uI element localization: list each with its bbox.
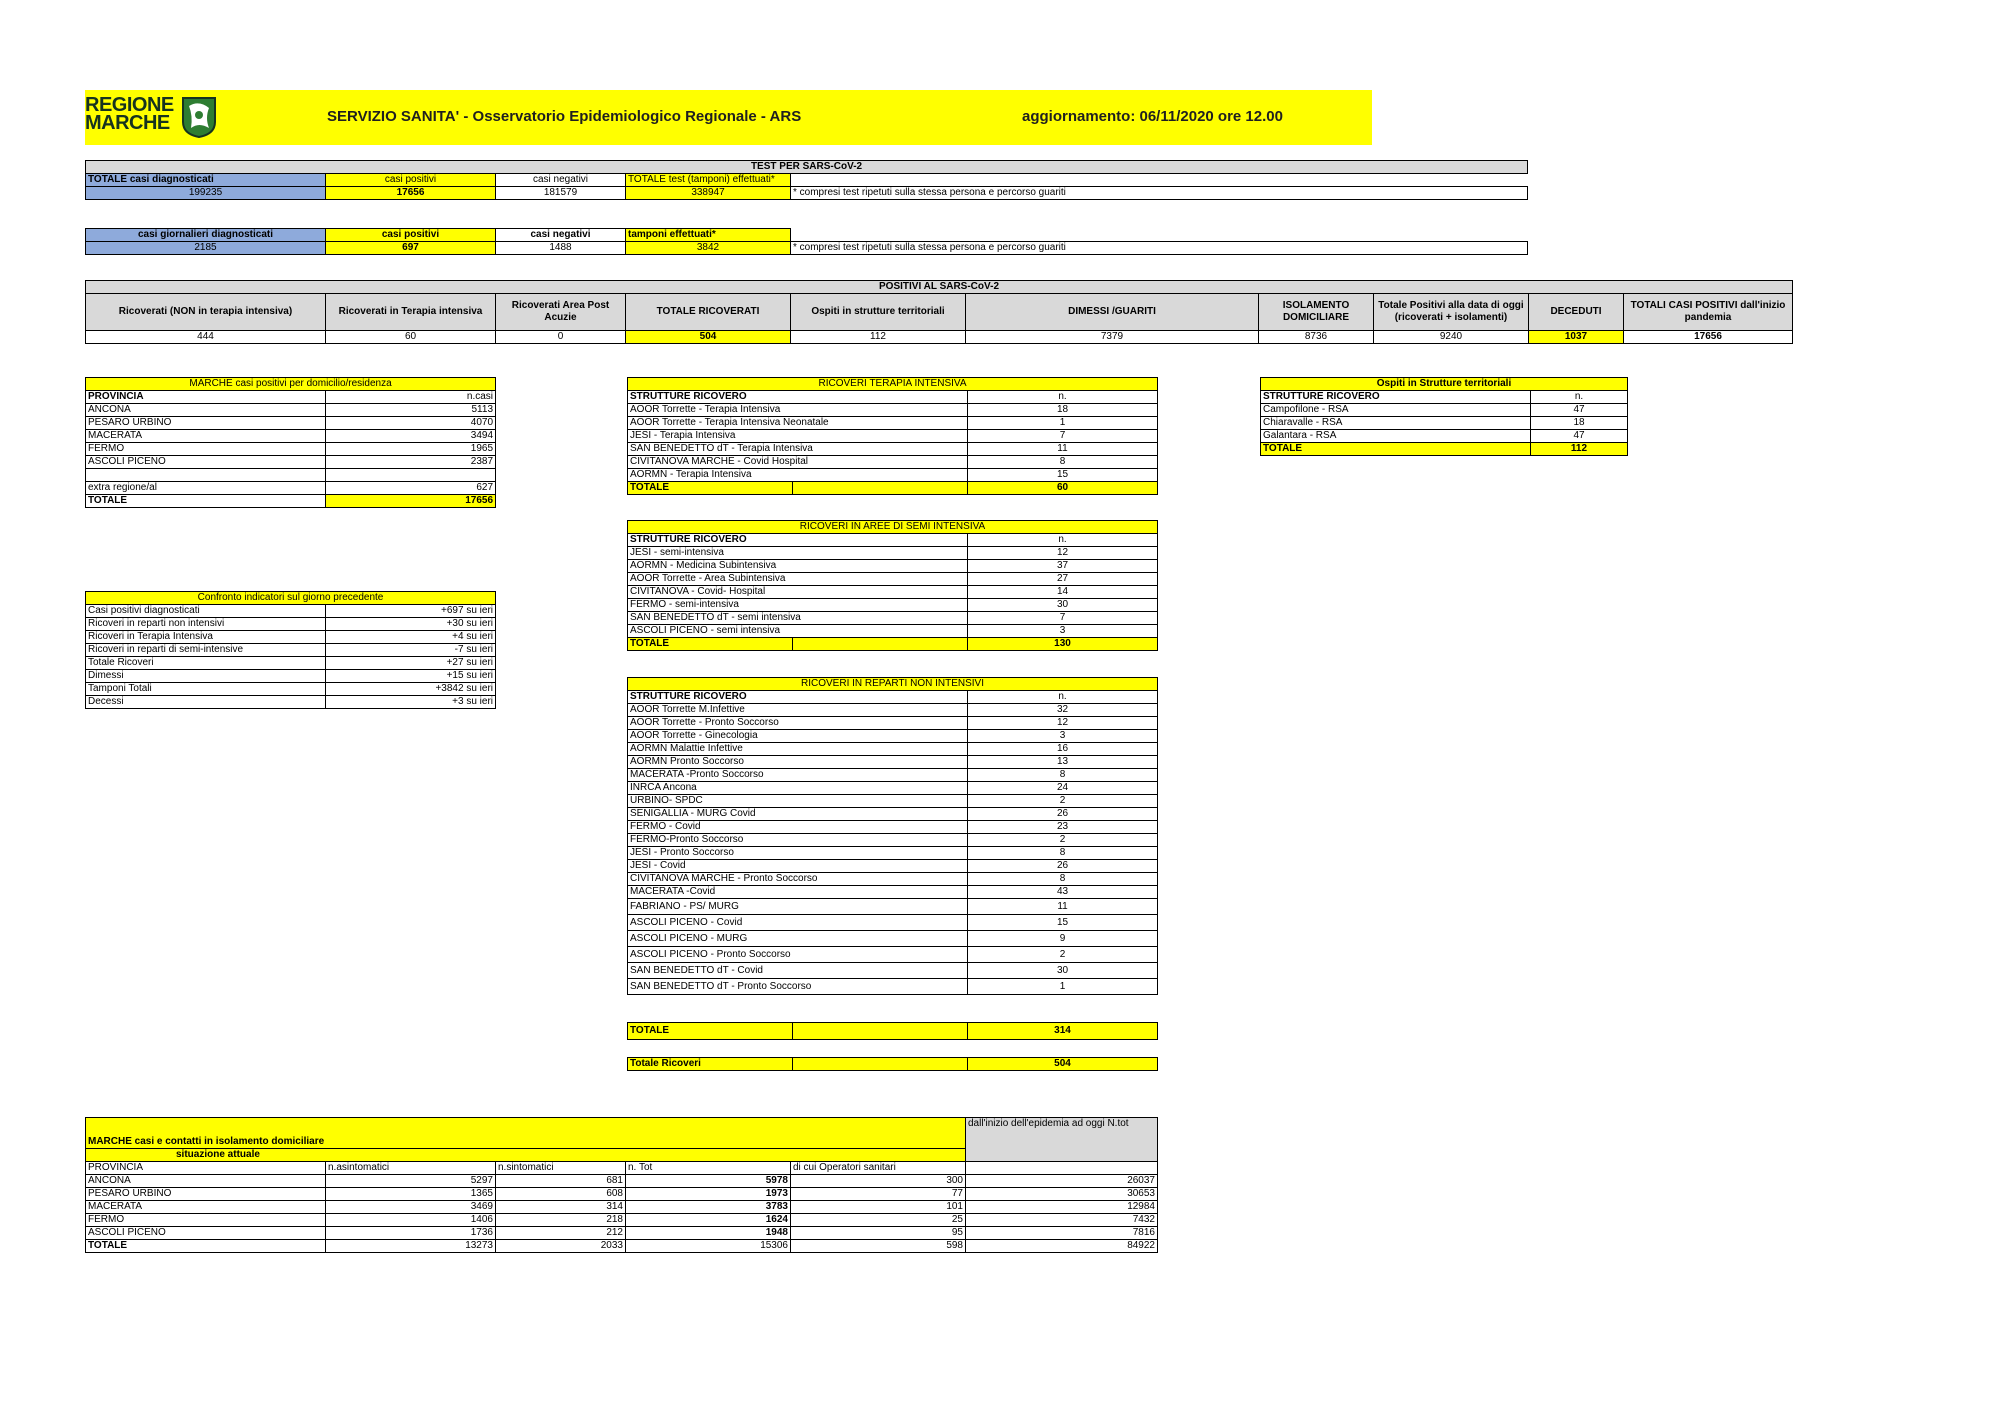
provincia-col-value: n.casi — [326, 391, 496, 404]
cell-cumulativo: 26037 — [966, 1175, 1158, 1188]
positivi-header-deceduti: DECEDUTI — [1529, 294, 1624, 331]
row-value: 18 — [968, 404, 1158, 417]
cell-sintomatici: 314 — [496, 1201, 626, 1214]
row-value: 2 — [968, 834, 1158, 847]
table-row: PESARO URBINO — [86, 417, 326, 430]
confronto-title: Confronto indicatori sul giorno precedente — [86, 592, 496, 605]
table-row: Totale Ricoveri — [86, 657, 326, 670]
row-value: 15 — [968, 915, 1158, 931]
test-totali-header-positivi: casi positivi — [326, 174, 496, 187]
test-totali-header-casi: TOTALE casi diagnosticati — [86, 174, 326, 187]
row-value: +30 su ieri — [326, 618, 496, 631]
non-intensivi-total-value: 314 — [968, 1023, 1158, 1040]
table-row: MACERATA — [86, 430, 326, 443]
ospiti-col-value: n. — [1531, 391, 1628, 404]
semi-intensiva-total-label: TOTALE — [628, 638, 793, 651]
table-row — [86, 469, 326, 482]
row-value: 30 — [968, 599, 1158, 612]
table-row: SAN BENEDETTO dT - Covid — [628, 963, 968, 979]
row-value: 30 — [968, 963, 1158, 979]
table-row: AORMN - Medicina Subintensiva — [628, 560, 968, 573]
isolamento-side-header: dall'inizio dell'epidemia ad oggi N.tot — [966, 1118, 1158, 1162]
total-sintomatici: 2033 — [496, 1240, 626, 1253]
positivi-header-post-acuzie: Ricoverati Area Post Acuzie — [496, 294, 626, 331]
row-value: 627 — [326, 482, 496, 495]
row-value: 1965 — [326, 443, 496, 456]
table-row: extra regione/al — [86, 482, 326, 495]
table-row: SAN BENEDETTO dT - Terapia Intensiva — [628, 443, 968, 456]
test-totali-title: TEST PER SARS-CoV-2 — [86, 161, 1528, 174]
table-row: Galantara - RSA — [1261, 430, 1531, 443]
row-value: 37 — [968, 560, 1158, 573]
row-value: 8 — [968, 847, 1158, 860]
row-value: 26 — [968, 860, 1158, 873]
test-totali-header-negativi: casi negativi — [496, 174, 626, 187]
table-row: Ricoveri in reparti non intensivi — [86, 618, 326, 631]
table-row: MACERATA -Pronto Soccorso — [628, 769, 968, 782]
row-value: 8 — [968, 769, 1158, 782]
positivi-value-totali-casi: 17656 — [1624, 331, 1793, 344]
terapia-intensiva-total-value: 60 — [968, 482, 1158, 495]
test-giornalieri-value-casi: 2185 — [86, 242, 326, 255]
table-row: FERMO-Pronto Soccorso — [628, 834, 968, 847]
row-value: 14 — [968, 586, 1158, 599]
confronto-table — [85, 591, 496, 709]
table-row: FABRIANO - PS/ MURG — [628, 899, 968, 915]
table-row: FERMO — [86, 1214, 326, 1227]
table-row: MACERATA — [86, 1201, 326, 1214]
test-totali-value-casi: 199235 — [86, 187, 326, 200]
regione-marche-logo — [85, 96, 174, 132]
table-row: SAN BENEDETTO dT - Pronto Soccorso — [628, 979, 968, 995]
test-giornalieri-value-tamponi: 3842 — [626, 242, 791, 255]
terapia-intensiva-table — [627, 377, 1158, 495]
cell-tot: 1624 — [626, 1214, 791, 1227]
update-timestamp: aggiornamento: 06/11/2020 ore 12.00 — [1022, 108, 1283, 125]
terapia-intensiva-col-value: n. — [968, 391, 1158, 404]
positivi-header-ospiti: Ospiti in strutture territoriali — [791, 294, 966, 331]
ospiti-total-label: TOTALE — [1261, 443, 1531, 456]
isolamento-header-tot: n. Tot — [626, 1162, 791, 1175]
row-value: 3 — [968, 730, 1158, 743]
table-row: Campofilone - RSA — [1261, 404, 1531, 417]
total-cumulativo: 84922 — [966, 1240, 1158, 1253]
row-value: 5113 — [326, 404, 496, 417]
cell-sintomatici: 608 — [496, 1188, 626, 1201]
total-operatori: 598 — [791, 1240, 966, 1253]
table-row: PESARO URBINO — [86, 1188, 326, 1201]
table-row: Decessi — [86, 696, 326, 709]
row-value: 26 — [968, 808, 1158, 821]
test-giornalieri-table — [85, 228, 1528, 255]
isolamento-header-cumulativo — [966, 1162, 1158, 1175]
semi-intensiva-col-name: STRUTTURE RICOVERO — [628, 534, 968, 547]
positivi-header-isolamento: ISOLAMENTO DOMICILIARE — [1259, 294, 1374, 331]
positivi-value-totale-ricoverati: 504 — [626, 331, 791, 344]
totale-ricoveri-table — [627, 1057, 1158, 1071]
row-value: +4 su ieri — [326, 631, 496, 644]
cell-asintomatici: 1365 — [326, 1188, 496, 1201]
table-row: SENIGALLIA - MURG Covid — [628, 808, 968, 821]
table-row: AOOR Torrette - Terapia Intensiva — [628, 404, 968, 417]
positivi-header-totale-positivi: Totale Positivi alla data di oggi (ricoverati + isolamenti) — [1374, 294, 1529, 331]
regione-marche-emblem-icon — [181, 96, 217, 138]
test-totali-table — [85, 160, 1528, 200]
row-value: -7 su ieri — [326, 644, 496, 657]
terapia-intensiva-total-label: TOTALE — [628, 482, 793, 495]
row-value: 16 — [968, 743, 1158, 756]
row-value: +697 su ieri — [326, 605, 496, 618]
row-value: 47 — [1531, 430, 1628, 443]
positivi-header-ricoverati-non-ti: Ricoverati (NON in terapia intensiva) — [86, 294, 326, 331]
test-giornalieri-header-casi: casi giornalieri diagnosticati — [86, 229, 326, 242]
table-row: AORMN Pronto Soccorso — [628, 756, 968, 769]
cell-operatori: 77 — [791, 1188, 966, 1201]
table-row: Casi positivi diagnosticati — [86, 605, 326, 618]
table-row: Ricoveri in Terapia Intensiva — [86, 631, 326, 644]
test-giornalieri-value-positivi: 697 — [326, 242, 496, 255]
table-row: CIVITANOVA MARCHE - Covid Hospital — [628, 456, 968, 469]
isolamento-total-label: TOTALE — [86, 1240, 326, 1253]
non-intensivi-col-name: STRUTTURE RICOVERO — [628, 691, 968, 704]
positivi-table — [85, 280, 1793, 344]
table-row: ASCOLI PICENO - semi intensiva — [628, 625, 968, 638]
row-value: 24 — [968, 782, 1158, 795]
isolamento-table — [85, 1117, 1158, 1253]
table-row: CIVITANOVA - Covid- Hospital — [628, 586, 968, 599]
positivi-header-totali-casi: TOTALI CASI POSITIVI dall'inizio pandemia — [1624, 294, 1793, 331]
test-giornalieri-value-negativi: 1488 — [496, 242, 626, 255]
row-value: 11 — [968, 899, 1158, 915]
totale-ricoveri-label: Totale Ricoveri — [628, 1058, 793, 1071]
table-row: CIVITANOVA MARCHE - Pronto Soccorso — [628, 873, 968, 886]
report-title: SERVIZIO SANITA' - Osservatorio Epidemiologico Regionale - ARS — [327, 108, 802, 125]
test-giornalieri-header-positivi: casi positivi — [326, 229, 496, 242]
table-row: ASCOLI PICENO — [86, 456, 326, 469]
table-row: FERMO - semi-intensiva — [628, 599, 968, 612]
row-value: 23 — [968, 821, 1158, 834]
cell-operatori: 300 — [791, 1175, 966, 1188]
row-value: 32 — [968, 704, 1158, 717]
table-row: AORMN Malattie Infettive — [628, 743, 968, 756]
isolamento-header-asintomatici: n.asintomatici — [326, 1162, 496, 1175]
row-value: +3 su ieri — [326, 696, 496, 709]
row-value: 7 — [968, 612, 1158, 625]
isolamento-header-operatori: di cui Operatori sanitari — [791, 1162, 966, 1175]
positivi-header-ricoverati-ti: Ricoverati in Terapia intensiva — [326, 294, 496, 331]
logo-line-1: REGIONE — [85, 94, 174, 116]
ospiti-title: Ospiti in Strutture territoriali — [1261, 378, 1628, 391]
row-value: 8 — [968, 873, 1158, 886]
table-row: ASCOLI PICENO - MURG — [628, 931, 968, 947]
table-row: ANCONA — [86, 1175, 326, 1188]
cell-operatori: 95 — [791, 1227, 966, 1240]
table-row: Tamponi Totali — [86, 683, 326, 696]
row-value: +27 su ieri — [326, 657, 496, 670]
table-row: AOOR Torrette - Terapia Intensiva Neonatale — [628, 417, 968, 430]
table-row: ASCOLI PICENO — [86, 1227, 326, 1240]
positivi-value-post-acuzie: 0 — [496, 331, 626, 344]
row-value: 2387 — [326, 456, 496, 469]
cell-tot: 1948 — [626, 1227, 791, 1240]
table-row: Dimessi — [86, 670, 326, 683]
table-row: AOOR Torrette - Area Subintensiva — [628, 573, 968, 586]
row-value: 1 — [968, 417, 1158, 430]
semi-intensiva-title: RICOVERI IN AREE DI SEMI INTENSIVA — [628, 521, 1158, 534]
total-asintomatici: 13273 — [326, 1240, 496, 1253]
positivi-value-ricoverati-ti: 60 — [326, 331, 496, 344]
test-totali-header-tamponi: TOTALE test (tamponi) effettuati* — [626, 174, 791, 187]
ospiti-total-value: 112 — [1531, 443, 1628, 456]
positivi-header-totale-ricoverati: TOTALE RICOVERATI — [626, 294, 791, 331]
table-row: Chiaravalle - RSA — [1261, 417, 1531, 430]
provincia-table — [85, 377, 496, 508]
table-row: INRCA Ancona — [628, 782, 968, 795]
ospiti-col-name: STRUTTURE RICOVERO — [1261, 391, 1531, 404]
provincia-total-label: TOTALE — [86, 495, 326, 508]
cell-sintomatici: 681 — [496, 1175, 626, 1188]
cell-asintomatici: 5297 — [326, 1175, 496, 1188]
table-row: JESI - Pronto Soccorso — [628, 847, 968, 860]
cell-operatori: 101 — [791, 1201, 966, 1214]
table-row: ASCOLI PICENO - Covid — [628, 915, 968, 931]
row-value: +15 su ieri — [326, 670, 496, 683]
ospiti-table — [1260, 377, 1628, 456]
isolamento-subtitle: situazione attuale — [86, 1149, 966, 1162]
row-value: 27 — [968, 573, 1158, 586]
row-value: 4070 — [326, 417, 496, 430]
cell-sintomatici: 212 — [496, 1227, 626, 1240]
table-row: JESI - semi-intensiva — [628, 547, 968, 560]
test-giornalieri-header-negativi: casi negativi — [496, 229, 626, 242]
table-row: ASCOLI PICENO - Pronto Soccorso — [628, 947, 968, 963]
isolamento-header-provincia: PROVINCIA — [86, 1162, 326, 1175]
positivi-value-totale-positivi: 9240 — [1374, 331, 1529, 344]
total-tot: 15306 — [626, 1240, 791, 1253]
terapia-intensiva-col-name: STRUTTURE RICOVERO — [628, 391, 968, 404]
test-totali-value-negativi: 181579 — [496, 187, 626, 200]
non-intensivi-col-value: n. — [968, 691, 1158, 704]
row-value: 15 — [968, 469, 1158, 482]
table-row: MACERATA -Covid — [628, 886, 968, 899]
table-row: URBINO- SPDC — [628, 795, 968, 808]
non-intensivi-title: RICOVERI IN REPARTI NON INTENSIVI — [628, 678, 1158, 691]
positivi-title: POSITIVI AL SARS-CoV-2 — [86, 281, 1793, 294]
non-intensivi-total-label: TOTALE — [628, 1023, 793, 1040]
cell-cumulativo: 7432 — [966, 1214, 1158, 1227]
provincia-total-value: 17656 — [326, 495, 496, 508]
table-row: Ricoveri in reparti di semi-intensive — [86, 644, 326, 657]
non-intensivi-total-table — [627, 1022, 1158, 1040]
row-value: 3 — [968, 625, 1158, 638]
row-value: 47 — [1531, 404, 1628, 417]
cell-tot: 1973 — [626, 1188, 791, 1201]
cell-cumulativo: 30653 — [966, 1188, 1158, 1201]
row-value: 13 — [968, 756, 1158, 769]
isolamento-header-sintomatici: n.sintomatici — [496, 1162, 626, 1175]
row-value: 18 — [1531, 417, 1628, 430]
table-row: AOOR Torrette M.Infettive — [628, 704, 968, 717]
row-value: 2 — [968, 795, 1158, 808]
provincia-title: MARCHE casi positivi per domicilio/residenza — [86, 378, 496, 391]
table-row: ANCONA — [86, 404, 326, 417]
isolamento-title: MARCHE casi e contatti in isolamento domiciliare — [86, 1118, 966, 1149]
table-row: AORMN - Terapia Intensiva — [628, 469, 968, 482]
row-value: 1 — [968, 979, 1158, 995]
row-value: 8 — [968, 456, 1158, 469]
table-row: FERMO — [86, 443, 326, 456]
row-value: 12 — [968, 717, 1158, 730]
table-row: FERMO - Covid — [628, 821, 968, 834]
semi-intensiva-col-value: n. — [968, 534, 1158, 547]
provincia-col-name: PROVINCIA — [86, 391, 326, 404]
positivi-header-dimessi: DIMESSI /GUARITI — [966, 294, 1259, 331]
cell-sintomatici: 218 — [496, 1214, 626, 1227]
logo-line-2: MARCHE — [85, 112, 170, 134]
positivi-value-ospiti: 112 — [791, 331, 966, 344]
table-row: AOOR Torrette - Ginecologia — [628, 730, 968, 743]
non-intensivi-table — [627, 677, 1158, 995]
positivi-value-dimessi: 7379 — [966, 331, 1259, 344]
semi-intensiva-table — [627, 520, 1158, 651]
cell-operatori: 25 — [791, 1214, 966, 1227]
row-value: 43 — [968, 886, 1158, 899]
cell-tot: 5978 — [626, 1175, 791, 1188]
cell-tot: 3783 — [626, 1201, 791, 1214]
row-value: 9 — [968, 931, 1158, 947]
test-totali-value-tamponi: 338947 — [626, 187, 791, 200]
positivi-value-ricoverati-non-ti: 444 — [86, 331, 326, 344]
cell-asintomatici: 1406 — [326, 1214, 496, 1227]
positivi-value-deceduti: 1037 — [1529, 331, 1624, 344]
table-row: AOOR Torrette - Pronto Soccorso — [628, 717, 968, 730]
report-header — [85, 90, 1372, 145]
row-value: 7 — [968, 430, 1158, 443]
row-value: 12 — [968, 547, 1158, 560]
row-value: 3494 — [326, 430, 496, 443]
test-totali-note: * compresi test ripetuti sulla stessa persona e percorso guariti — [791, 187, 1528, 200]
test-giornalieri-header-tamponi: tamponi effettuati* — [626, 229, 791, 242]
row-value: +3842 su ieri — [326, 683, 496, 696]
cell-cumulativo: 12984 — [966, 1201, 1158, 1214]
cell-asintomatici: 1736 — [326, 1227, 496, 1240]
test-totali-value-positivi: 17656 — [326, 187, 496, 200]
row-value — [326, 469, 496, 482]
totale-ricoveri-value: 504 — [968, 1058, 1158, 1071]
test-giornalieri-note: * compresi test ripetuti sulla stessa persona e percorso guariti — [791, 242, 1528, 255]
cell-cumulativo: 7816 — [966, 1227, 1158, 1240]
positivi-value-isolamento: 8736 — [1259, 331, 1374, 344]
table-row: SAN BENEDETTO dT - semi intensiva — [628, 612, 968, 625]
table-row: JESI - Terapia Intensiva — [628, 430, 968, 443]
semi-intensiva-total-value: 130 — [968, 638, 1158, 651]
cell-asintomatici: 3469 — [326, 1201, 496, 1214]
row-value: 11 — [968, 443, 1158, 456]
table-row: JESI - Covid — [628, 860, 968, 873]
terapia-intensiva-title: RICOVERI TERAPIA INTENSIVA — [628, 378, 1158, 391]
row-value: 2 — [968, 947, 1158, 963]
